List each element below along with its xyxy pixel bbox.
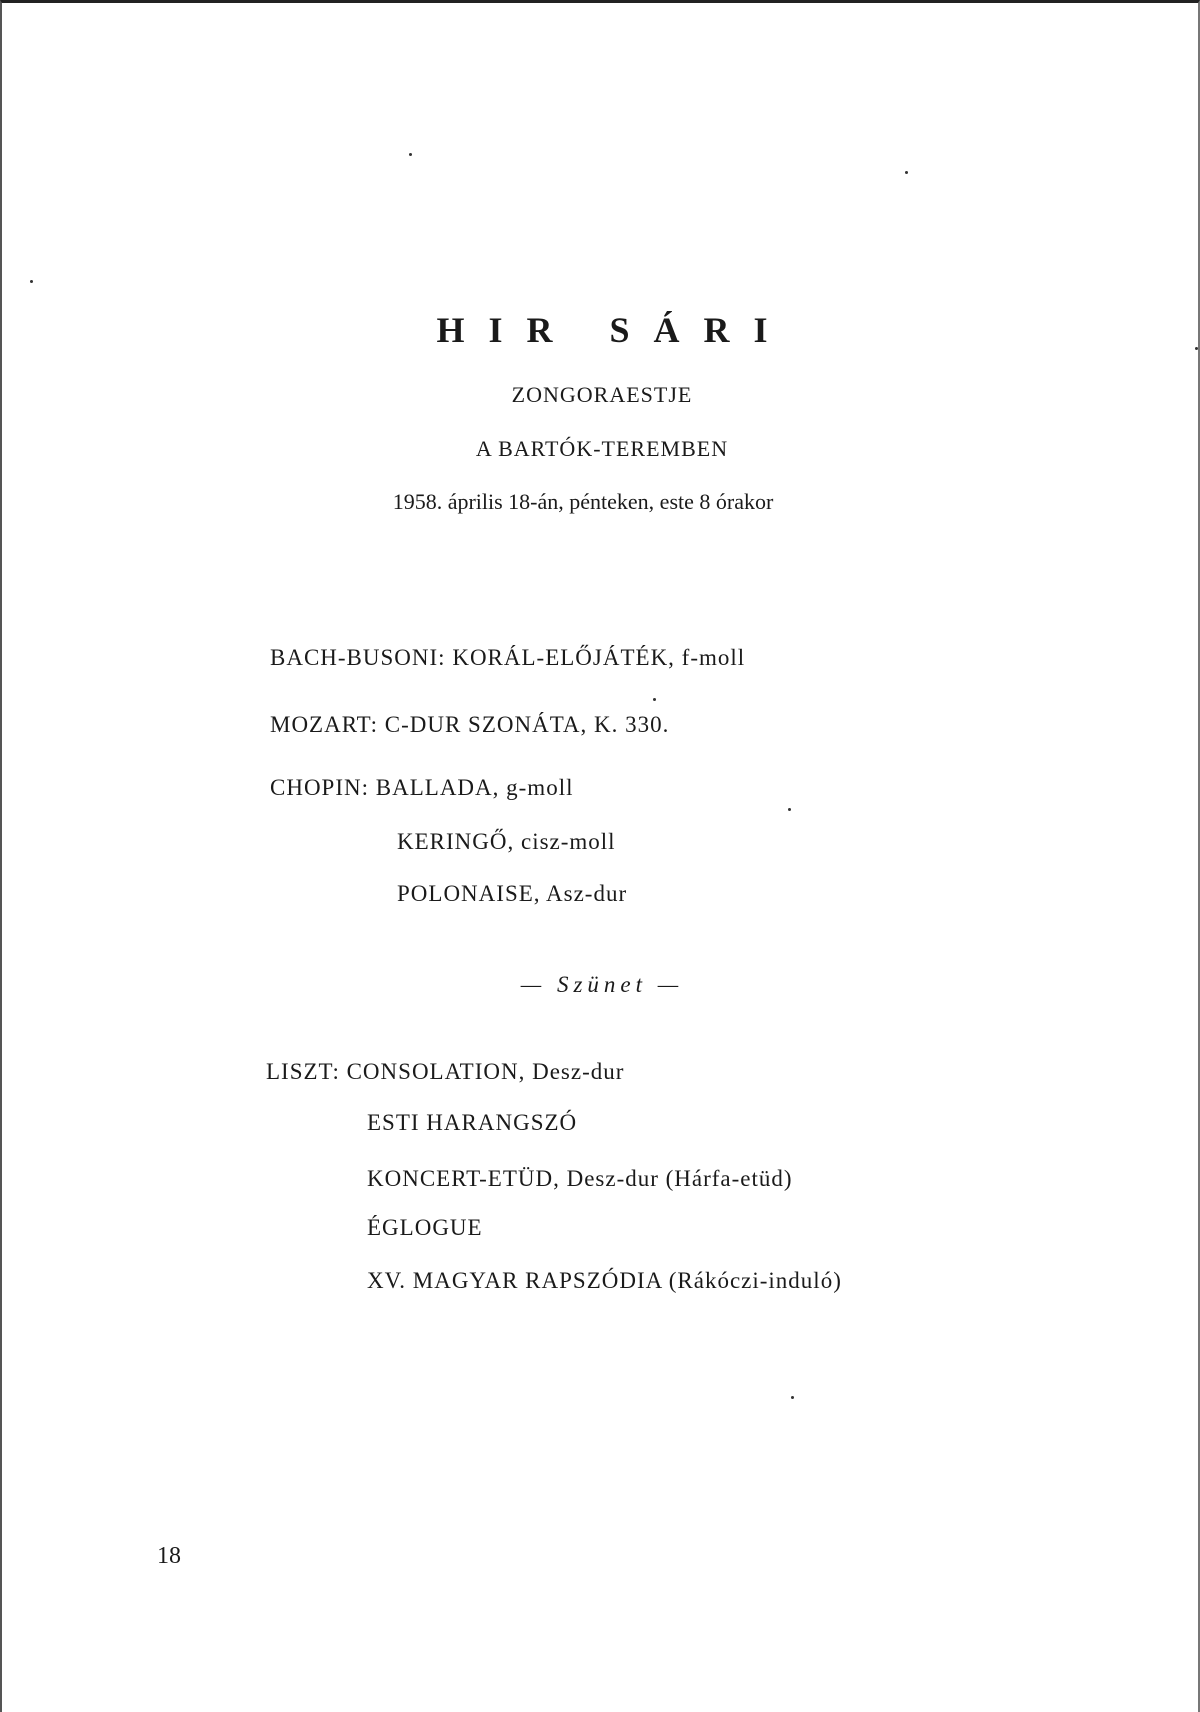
scan-speck [409, 153, 412, 156]
recital-label: ZONGORAESTJE [511, 382, 693, 407]
composer-name: LISZT: [266, 1059, 347, 1084]
work-title: CONSOLATION, Desz-dur [346, 1059, 625, 1084]
scan-speck [30, 280, 33, 283]
program-item [270, 645, 745, 671]
work-title: ESTI HARANGSZÓ [367, 1110, 578, 1135]
concert-date: 1958. április 18-án, pénteken, este 8 órakor [392, 489, 774, 514]
program-item [367, 1166, 793, 1192]
composer-name: MOZART: [270, 712, 385, 737]
performer-name: HIR SÁRI [436, 310, 792, 350]
program-item [397, 829, 616, 855]
work-title: XV. MAGYAR RAPSZÓDIA (Rákóczi-induló) [367, 1268, 842, 1293]
scan-speck [653, 698, 656, 701]
composer-name: CHOPIN: [270, 775, 376, 800]
work-title: C-DUR SZONÁTA, K. 330. [384, 712, 670, 737]
work-title: ÉGLOGUE [367, 1215, 483, 1240]
work-title: KERINGŐ, cisz-moll [397, 829, 616, 854]
program-item [270, 712, 669, 738]
venue-label: A BARTÓK-TEREMBEN [475, 436, 729, 461]
program-item [270, 775, 573, 801]
scan-speck [905, 171, 908, 174]
work-title: POLONAISE, Asz-dur [397, 881, 628, 906]
program-item [367, 1268, 842, 1294]
program-item [367, 1215, 483, 1241]
program-item [266, 1059, 624, 1085]
page-number: 18 [157, 1543, 181, 1569]
work-title: BALLADA, g-moll [375, 775, 574, 800]
intermission-label: — Szünet — [520, 972, 684, 997]
scan-speck [788, 808, 791, 811]
scan-speck [791, 1396, 794, 1399]
composer-name: BACH-BUSONI: [270, 645, 453, 670]
work-title: KORÁL-ELŐJÁTÉK, f-moll [452, 645, 746, 670]
work-title: KONCERT-ETÜD, Desz-dur (Hárfa-etüd) [367, 1166, 793, 1191]
scan-speck [1195, 347, 1198, 350]
program-item [397, 881, 627, 907]
program-item [367, 1110, 577, 1136]
